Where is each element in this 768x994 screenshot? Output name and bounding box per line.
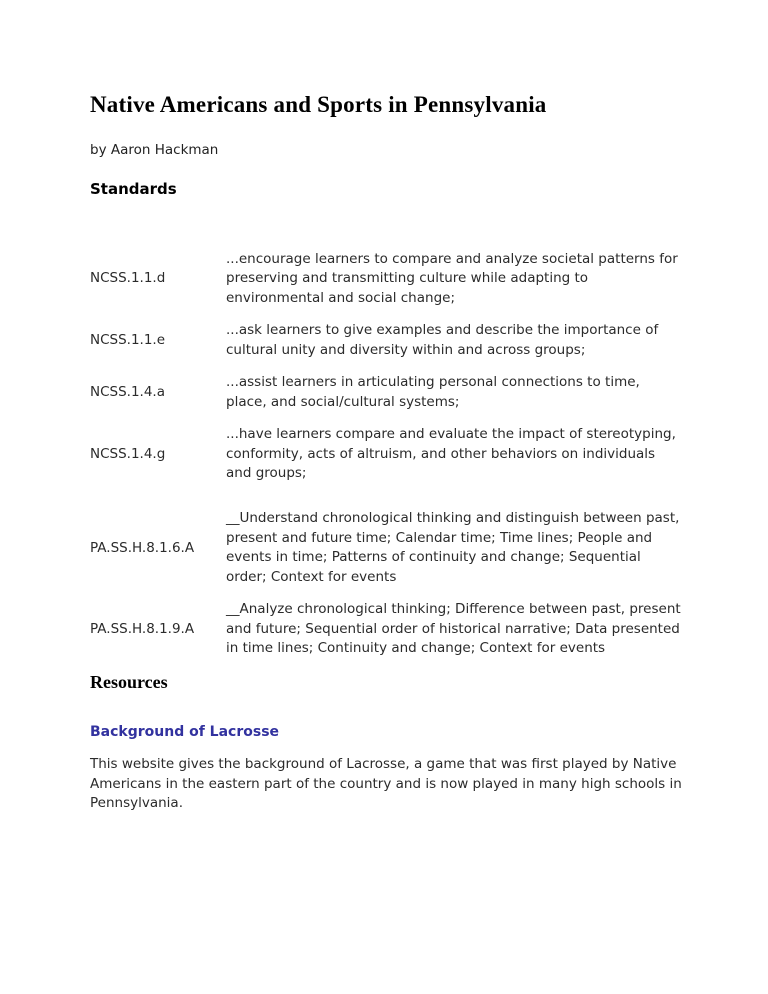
resources-heading: Resources	[90, 672, 168, 693]
resource-link-background-of-lacrosse[interactable]: Background of Lacrosse	[90, 724, 280, 741]
standard-text: ...assist learners in articulating personal connections to time, place, and social/cultural systems;	[226, 374, 640, 410]
standard-row	[90, 321, 682, 360]
standard-code: NCSS.1.4.g	[90, 445, 166, 462]
page-title: Native Americans and Sports in Pennsylvania	[90, 92, 547, 117]
standards-heading: Standards	[90, 180, 177, 198]
standard-text: ...ask learners to give examples and describe the importance of cultural unity and diversity within and across groups;	[226, 322, 659, 358]
standards-table	[90, 250, 682, 658]
standard-row	[90, 250, 682, 308]
standard-text: __Understand chronological thinking and distinguish between past, present and future time; Calendar time; Time lines; People and events in time; Patterns of continuity and change; Sequential order; Context for events	[226, 510, 680, 585]
standard-row	[90, 425, 682, 483]
resource-description: This website gives the background of Lacrosse, a game that was first played by Native Americans in the eastern part of the country and is now played in many high schools in Pennsylvania.	[90, 756, 682, 812]
standard-code: NCSS.1.1.e	[90, 332, 166, 349]
byline: by Aaron Hackman	[90, 142, 219, 158]
standard-code: NCSS.1.1.d	[90, 270, 166, 287]
standard-code: PA.SS.H.8.1.6.A	[90, 539, 195, 556]
standard-code: NCSS.1.4.a	[90, 383, 165, 400]
standard-row	[90, 373, 682, 412]
standard-text: ...have learners compare and evaluate the impact of stereotyping, conformity, acts of altruism, and other behaviors on individuals and groups;	[226, 426, 676, 481]
standard-code: PA.SS.H.8.1.9.A	[90, 620, 195, 637]
standard-text: __Analyze chronological thinking; Difference between past, present and future; Sequential order of historical narrative; Data presented in time lines; Continuity and change; Context for events	[226, 601, 681, 656]
standard-row	[90, 509, 682, 587]
standard-row	[90, 600, 682, 658]
standard-text: ...encourage learners to compare and analyze societal patterns for preserving and transmitting culture while adapting to environmental and social change;	[226, 251, 678, 306]
